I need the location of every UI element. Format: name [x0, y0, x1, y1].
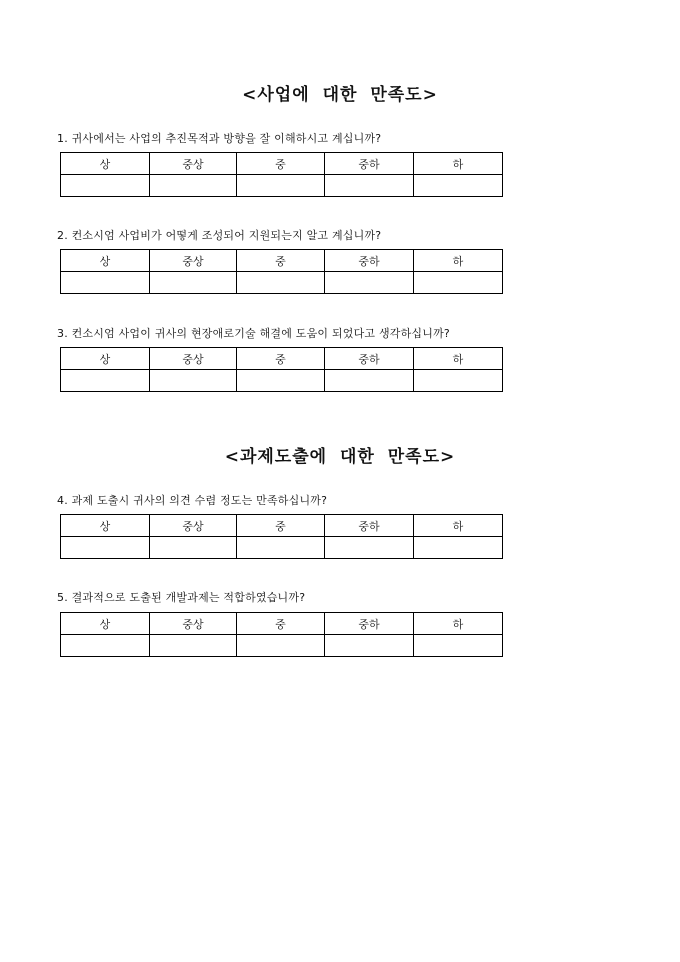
section-title-task-derivation-satisfaction: <과제도출에 대한 만족도>	[224, 447, 456, 467]
question-1: 1. 귀사에서는 사업의 추진목적과 방향을 잘 이해하시고 계십니까?	[57, 132, 382, 145]
scale-header-low: 하	[414, 348, 503, 370]
scale-header-mid-high: 중상	[150, 613, 237, 635]
rating-table-q5	[60, 612, 503, 657]
answer-cell-high[interactable]	[61, 537, 150, 559]
answer-cell-mid[interactable]	[237, 175, 325, 197]
question-2: 2. 컨소시엄 사업비가 어떻게 조성되어 지원되는지 알고 계십니까?	[57, 229, 382, 242]
answer-cell-mid-high[interactable]	[150, 635, 237, 657]
rating-table-q3	[60, 347, 503, 392]
answer-cell-low[interactable]	[414, 537, 503, 559]
scale-header-mid-low: 중하	[325, 153, 414, 175]
answer-cell-high[interactable]	[61, 272, 150, 294]
scale-header-mid-low: 중하	[325, 348, 414, 370]
answer-cell-mid-high[interactable]	[150, 537, 237, 559]
answer-cell-low[interactable]	[414, 370, 503, 392]
answer-cell-low[interactable]	[414, 635, 503, 657]
scale-header-high: 상	[61, 515, 150, 537]
scale-header-high: 상	[61, 348, 150, 370]
scale-header-high: 상	[61, 613, 150, 635]
answer-cell-mid-high[interactable]	[150, 272, 237, 294]
rating-table-q4	[60, 514, 503, 559]
answer-cell-mid[interactable]	[237, 370, 325, 392]
question-5: 5. 결과적으로 도출된 개발과제는 적합하였습니까?	[57, 591, 306, 604]
scale-header-mid-high: 중상	[150, 515, 237, 537]
answer-cell-high[interactable]	[61, 370, 150, 392]
answer-cell-high[interactable]	[61, 635, 150, 657]
scale-header-mid: 중	[237, 250, 325, 272]
scale-header-low: 하	[414, 515, 503, 537]
section-title-business-satisfaction: <사업에 대한 만족도>	[242, 85, 438, 105]
scale-header-high: 상	[61, 153, 150, 175]
scale-header-mid: 중	[237, 515, 325, 537]
scale-header-low: 하	[414, 613, 503, 635]
scale-header-mid-low: 중하	[325, 613, 414, 635]
scale-header-mid: 중	[237, 613, 325, 635]
answer-cell-mid[interactable]	[237, 537, 325, 559]
scale-header-mid-high: 중상	[150, 250, 237, 272]
scale-header-low: 하	[414, 250, 503, 272]
answer-cell-mid[interactable]	[237, 272, 325, 294]
scale-header-mid: 중	[237, 348, 325, 370]
answer-cell-mid-low[interactable]	[325, 635, 414, 657]
answer-cell-mid-high[interactable]	[150, 175, 237, 197]
scale-header-mid-low: 중하	[325, 515, 414, 537]
question-3: 3. 컨소시엄 사업이 귀사의 현장애로기술 해결에 도움이 되었다고 생각하십니까?	[57, 327, 450, 340]
answer-cell-mid-low[interactable]	[325, 272, 414, 294]
scale-header-mid-high: 중상	[150, 153, 237, 175]
answer-cell-mid[interactable]	[237, 635, 325, 657]
answer-cell-mid-low[interactable]	[325, 537, 414, 559]
scale-header-mid-high: 중상	[150, 348, 237, 370]
question-4: 4. 과제 도출시 귀사의 의견 수렴 정도는 만족하십니까?	[57, 494, 328, 507]
scale-header-mid-low: 중하	[325, 250, 414, 272]
scale-header-high: 상	[61, 250, 150, 272]
answer-cell-high[interactable]	[61, 175, 150, 197]
answer-cell-low[interactable]	[414, 175, 503, 197]
answer-cell-mid-low[interactable]	[325, 370, 414, 392]
rating-table-q1	[60, 152, 503, 197]
answer-cell-mid-low[interactable]	[325, 175, 414, 197]
scale-header-low: 하	[414, 153, 503, 175]
rating-table-q2	[60, 249, 503, 294]
answer-cell-mid-high[interactable]	[150, 370, 237, 392]
answer-cell-low[interactable]	[414, 272, 503, 294]
scale-header-mid: 중	[237, 153, 325, 175]
